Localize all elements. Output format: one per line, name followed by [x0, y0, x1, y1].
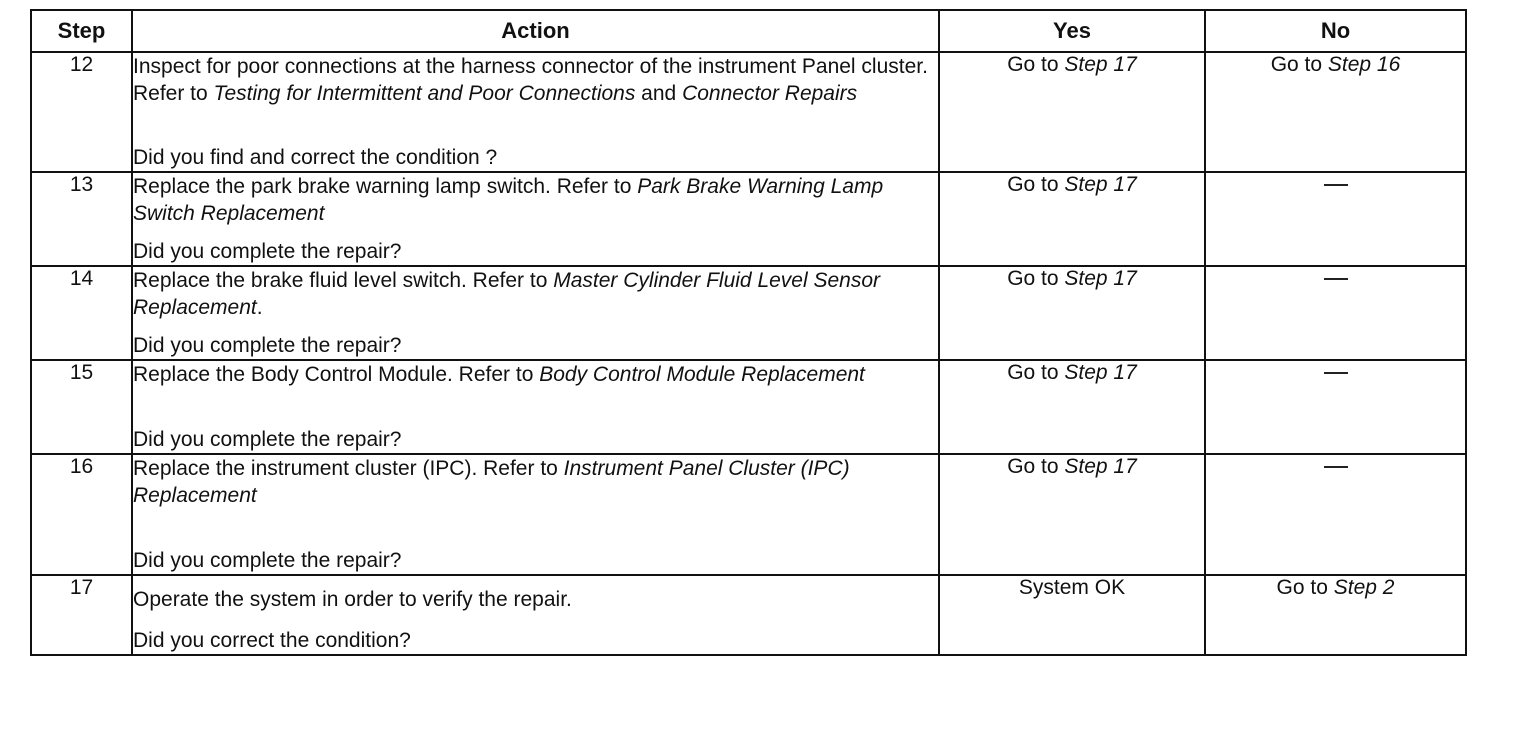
no-result-dash [1205, 360, 1466, 454]
action-text: Operate the system in order to verify the repair. [133, 588, 572, 611]
no-result-dash [1205, 454, 1466, 575]
table-row-step-12 [31, 52, 1466, 172]
action-question: Did you complete the repair? [133, 549, 402, 572]
action-text: Replace the instrument cluster (IPC). Refer to Instrument Panel Cluster (IPC) Replacement [133, 457, 850, 507]
step-number: 16 [31, 454, 132, 575]
header-no: No [1205, 10, 1466, 52]
step-number: 12 [31, 52, 132, 172]
dash-mark [1324, 278, 1348, 280]
no-result-dash [1205, 266, 1466, 360]
diagnostic-table [30, 9, 1467, 656]
step-number: 13 [31, 172, 132, 266]
yes-result: Go to Step 17 [939, 172, 1205, 266]
table-row-step-14 [31, 266, 1466, 360]
no-result: Go to Step 2 [1205, 575, 1466, 655]
action-cell [132, 360, 939, 454]
no-result-dash [1205, 172, 1466, 266]
table-row-step-16 [31, 454, 1466, 575]
step-number: 14 [31, 266, 132, 360]
dash-mark [1324, 372, 1348, 374]
dash-mark [1324, 466, 1348, 468]
action-question: Did you complete the repair? [133, 240, 402, 263]
action-text: Replace the brake fluid level switch. Refer to Master Cylinder Fluid Level Sensor Replacement. [133, 269, 881, 319]
no-result: Go to Step 16 [1205, 52, 1466, 172]
action-question: Did you find and correct the condition ? [133, 146, 498, 169]
yes-result: Go to Step 17 [939, 454, 1205, 575]
action-cell [132, 266, 939, 360]
dash-mark [1324, 184, 1348, 186]
header-step: Step [31, 10, 132, 52]
action-cell [132, 52, 939, 172]
action-text: Replace the Body Control Module. Refer to Body Control Module Replacement [133, 363, 865, 386]
step-number: 15 [31, 360, 132, 454]
table-row-step-15 [31, 360, 1466, 454]
step-number: 17 [31, 575, 132, 655]
header-yes: Yes [939, 10, 1205, 52]
action-question: Did you complete the repair? [133, 428, 402, 451]
action-question: Did you complete the repair? [133, 334, 402, 357]
action-cell [132, 172, 939, 266]
yes-result: Go to Step 17 [939, 52, 1205, 172]
yes-result: Go to Step 17 [939, 360, 1205, 454]
action-question: Did you correct the condition? [133, 629, 411, 652]
table-row-step-17 [31, 575, 1466, 655]
yes-result: Go to Step 17 [939, 266, 1205, 360]
table-row-step-13 [31, 172, 1466, 266]
action-text: Replace the park brake warning lamp switch. Refer to Park Brake Warning Lamp Switch Replacement [133, 175, 884, 225]
header-row [31, 10, 1466, 52]
action-cell [132, 454, 939, 575]
action-cell [132, 575, 939, 655]
header-action: Action [132, 10, 939, 52]
yes-result: System OK [939, 575, 1205, 655]
action-text: Inspect for poor connections at the harness connector of the instrument Panel cluster. Refer to Testing for Intermittent and Poor Connections and Connector Repairs [133, 55, 928, 105]
